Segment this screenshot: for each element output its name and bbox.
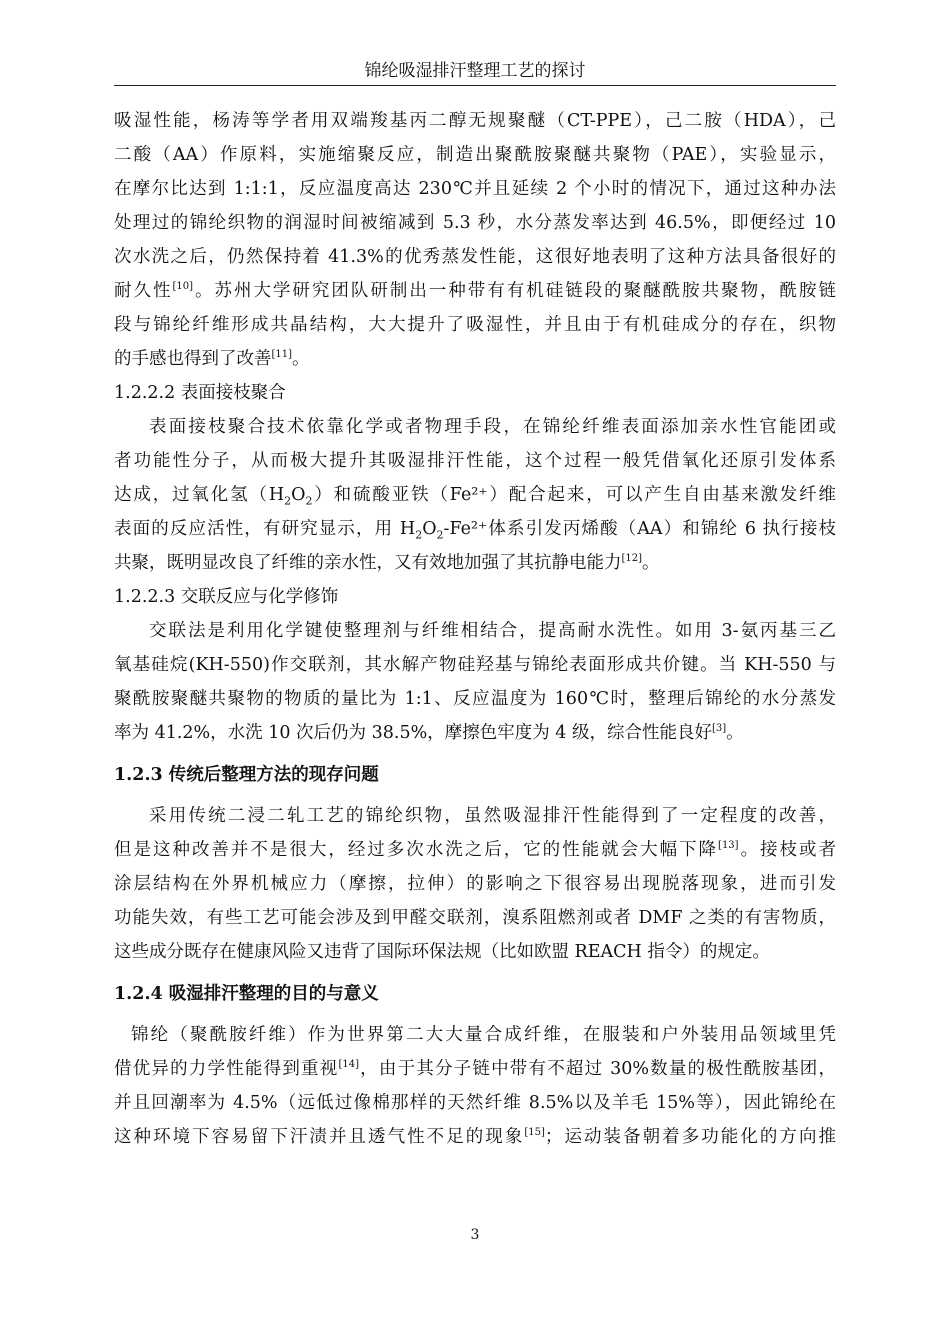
- section-heading-1-2-4: 1.2.4 吸湿排汗整理的目的与意义: [114, 984, 379, 1004]
- paragraph-pae-copolymer: [114, 104, 836, 376]
- text-line: [114, 546, 836, 580]
- text-line: 聚酰胺聚醚共聚物的物质的量比为 1:1、反应温度为 160℃时，整理后锦纶的水分蒸发: [114, 689, 836, 709]
- text-line: 次水洗之后，仍然保持着 41.3%的优秀蒸发性能，这很好地表明了这种方法具备很好的: [114, 247, 836, 267]
- text-run: 率为 41.2%，水洗 10 次后仍为 38.5%，摩擦色牢度为 4 级，综合性能良好: [114, 723, 712, 743]
- text-run: 。: [642, 553, 660, 573]
- paragraph-crosslinking: [114, 614, 836, 750]
- text-run: ，由于其分子链中带有不超过 30%数量的极性酰胺基团，: [358, 1059, 836, 1079]
- page-number: 3: [470, 1227, 480, 1243]
- text-line: 并且回潮率为 4.5%（远低过像棉那样的天然纤维 8.5%以及羊毛 15%等），因此锦纶在: [114, 1093, 836, 1113]
- text-run: -Fe²⁺体系引发丙烯酸（AA）和锦纶 6 执行接枝: [443, 519, 836, 539]
- subsection-heading-1-2-2-2: 1.2.2.2 表面接枝聚合: [114, 383, 286, 403]
- text-run: 。: [726, 723, 744, 743]
- text-line: [114, 512, 836, 546]
- text-line: [114, 833, 836, 867]
- text-line: [114, 1120, 836, 1154]
- citation-ref: [12]: [621, 553, 643, 565]
- subscript: 2: [415, 528, 423, 542]
- text-line: [114, 478, 836, 512]
- text-line: 涂层结构在外界机械应力（摩擦，拉伸）的影响之下很容易出现脱落现象，进而引发: [114, 874, 836, 894]
- text-line: 在摩尔比达到 1:1:1，反应温度高达 230℃并且延续 2 个小时的情况下，通过这种办法: [114, 179, 836, 199]
- text-run: 借优异的力学性能得到重视: [114, 1059, 339, 1079]
- text-run: 达成，过氧化氢（H: [114, 485, 285, 505]
- paragraph-surface-grafting: [114, 410, 836, 580]
- running-header: 锦纶吸湿排汗整理工艺的探讨: [114, 60, 836, 86]
- citation-ref: [10]: [172, 281, 193, 293]
- text-line: 者功能性分子，从而极大提升其吸湿排汗性能，这个过程一般凭借氧化还原引发体系: [114, 451, 836, 471]
- text-run: O: [422, 519, 437, 539]
- text-line: [114, 342, 836, 376]
- text-run: 但是这种改善并不是很大，经过多次水洗之后，它的性能就会大幅下降: [114, 840, 719, 860]
- text-line: [114, 274, 836, 308]
- text-run: ）和硫酸亚铁（Fe²⁺）配合起来，可以产生自由基来激发纤维: [312, 485, 836, 505]
- text-run: O: [291, 485, 306, 505]
- paragraph-existing-problems: [114, 799, 836, 969]
- text-run: 共聚，既明显改良了纤维的亲水性，又有效地加强了其抗静电能力: [114, 553, 622, 573]
- subsection-heading-1-2-2-3: 1.2.2.3 交联反应与化学修饰: [114, 587, 339, 607]
- citation-ref: [3]: [711, 723, 727, 735]
- text-run: 。苏州大学研究团队研制出一种带有有机硅链段的聚醚酰胺共聚物，酰胺链: [193, 281, 837, 301]
- text-run: ；运动装备朝着多功能化的方向推: [544, 1127, 837, 1147]
- text-line: 功能失效，有些工艺可能会涉及到甲醛交联剂，溴系阻燃剂或者 DMF 之类的有害物质，: [114, 908, 836, 928]
- citation-ref: [14]: [338, 1059, 359, 1071]
- text-line: 这些成分既存在健康风险又违背了国际环保法规（比如欧盟 REACH 指令）的规定。: [114, 942, 770, 962]
- text-line: 表面接枝聚合技术依靠化学或者物理手段，在锦纶纤维表面添加亲水性官能团或: [149, 417, 836, 437]
- text-line: 锦纶（聚酰胺纤维）作为世界第二大大量合成纤维，在服装和户外装用品领域里凭: [131, 1025, 836, 1045]
- text-line: 交联法是利用化学键使整理剂与纤维相结合，提高耐水洗性。如用 3-氨丙基三乙: [149, 621, 836, 641]
- text-line: 二酸（AA）作原料，实施缩聚反应，制造出聚酰胺聚醚共聚物（PAE），实验显示，: [114, 145, 836, 165]
- citation-ref: [15]: [524, 1127, 545, 1139]
- text-line: 段与锦纶纤维形成共晶结构，大大提升了吸湿性，并且由于有机硅成分的存在，织物: [114, 315, 836, 335]
- section-heading-1-2-3: 1.2.3 传统后整理方法的现存问题: [114, 765, 379, 785]
- text-line: 处理过的锦纶织物的润湿时间被缩减到 5.3 秒，水分蒸发率达到 46.5%，即便经过 10: [114, 213, 836, 233]
- text-line: [114, 716, 836, 750]
- page-body: [114, 104, 836, 1154]
- subscript: 2: [284, 494, 292, 508]
- text-line: 吸湿性能，杨涛等学者用双端羧基丙二醇无规聚醚（CT-PPE），己二胺（HDA），己: [114, 111, 836, 131]
- text-line: [114, 1052, 836, 1086]
- text-run: 这种环境下容易留下汗渍并且透气性不足的现象: [114, 1127, 525, 1147]
- text-run: 耐久性: [114, 281, 173, 301]
- text-run: 。接枝或者: [738, 840, 837, 860]
- text-run: 表面的反应活性，有研究显示，用 H: [114, 519, 416, 539]
- paragraph-purpose-significance: [114, 1018, 836, 1154]
- text-line: 氧基硅烷(KH-550)作交联剂，其水解产物硅羟基与锦纶表面形成共价键。当 KH-550 与: [114, 655, 836, 675]
- text-run: 。: [292, 349, 310, 369]
- citation-ref: [11]: [271, 349, 293, 361]
- text-line: 采用传统二浸二轧工艺的锦纶织物，虽然吸湿排汗性能得到了一定程度的改善，: [149, 806, 836, 826]
- subscript: 2: [436, 528, 444, 542]
- subscript: 2: [305, 494, 313, 508]
- text-run: 的手感也得到了改善: [114, 349, 272, 369]
- citation-ref: [13]: [718, 840, 739, 852]
